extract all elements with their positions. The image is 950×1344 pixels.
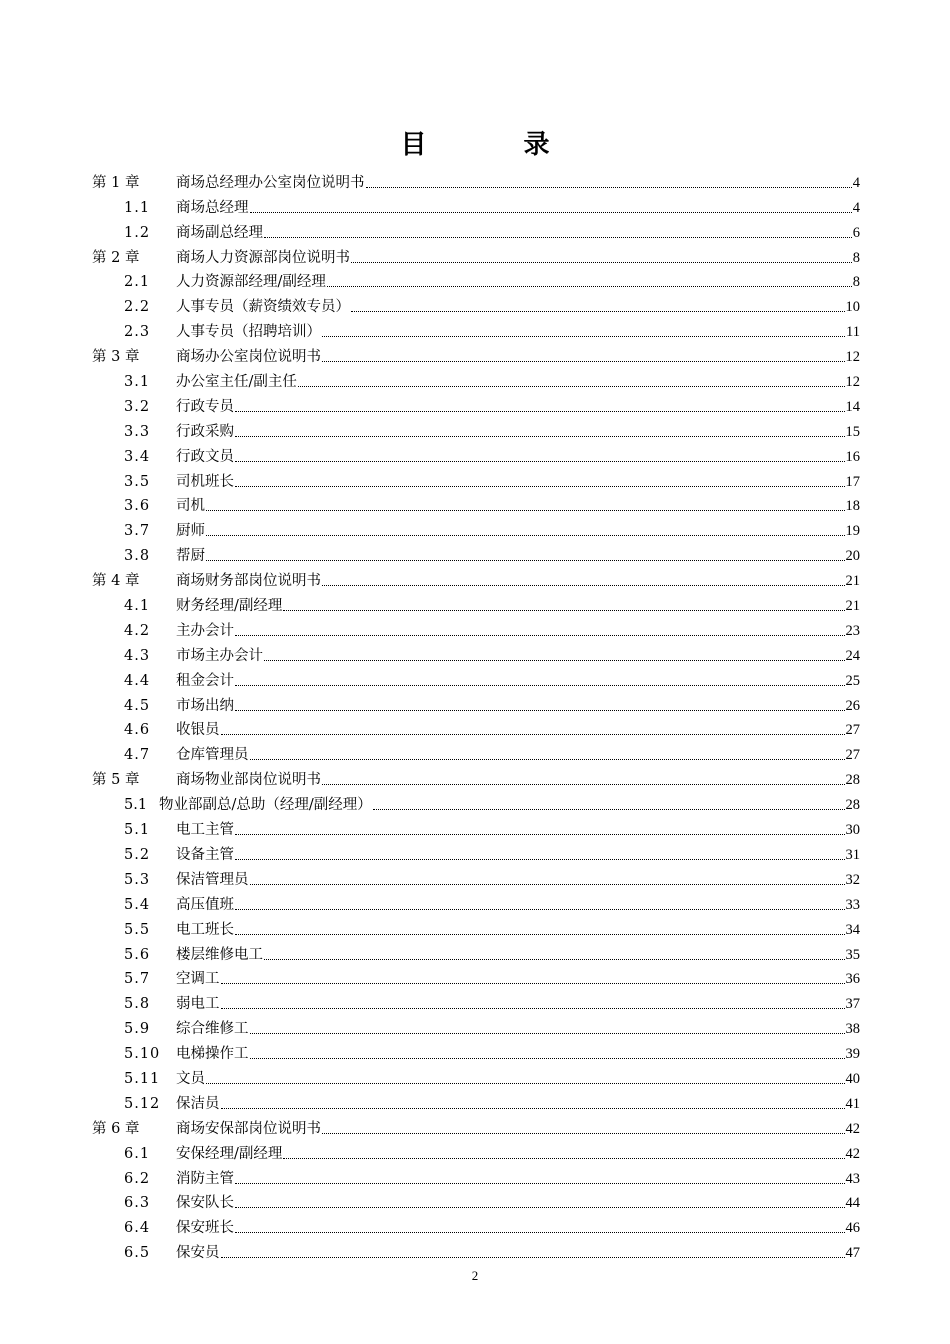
toc-entry-page: 28	[845, 772, 860, 789]
toc-entry-title: 保洁管理员	[176, 871, 249, 888]
dot-leader	[322, 361, 845, 362]
toc-entry-title: 商场安保部岗位说明书	[176, 1120, 321, 1137]
toc-entry-page: 40	[845, 1070, 860, 1087]
dot-leader	[322, 336, 845, 337]
toc-chapter-entry[interactable]	[0, 565, 950, 590]
toc-section-entry[interactable]	[0, 889, 950, 914]
toc-entry-page: 8	[852, 249, 860, 266]
toc-entry-page: 32	[845, 871, 860, 888]
toc-section-entry[interactable]	[0, 964, 950, 989]
toc-entry-title: 人力资源部经理/副经理	[176, 274, 326, 291]
toc-entry-number: 4.1	[124, 598, 151, 615]
toc-entry-page: 44	[845, 1195, 860, 1212]
toc-entry-number: 第 6 章	[92, 1120, 140, 1137]
toc-entry-title: 商场总经理	[176, 199, 249, 216]
toc-entry-number: 5.9	[124, 1021, 151, 1038]
toc-entry-page: 21	[845, 598, 860, 615]
toc-section-entry[interactable]	[0, 441, 950, 466]
toc-section-entry[interactable]	[0, 864, 950, 889]
toc-entry-number: 6.1	[124, 1145, 151, 1162]
toc-entry-number: 3.6	[124, 498, 151, 515]
toc-entry-number: 第 2 章	[92, 249, 140, 266]
dot-leader	[235, 486, 845, 487]
toc-entry-number: 5.11	[124, 1070, 161, 1087]
toc-entry-title: 文员	[176, 1070, 205, 1087]
toc-entry-title: 人事专员（招聘培训）	[176, 324, 321, 341]
toc-entry-title: 帮厨	[176, 548, 205, 565]
dot-leader	[235, 461, 845, 462]
dot-leader	[283, 1158, 844, 1159]
toc-section-entry[interactable]	[0, 267, 950, 292]
toc-entry-page: 27	[845, 722, 860, 739]
toc-section-entry[interactable]	[0, 1188, 950, 1213]
toc-list	[0, 167, 950, 1262]
toc-section-entry[interactable]	[0, 1237, 950, 1262]
dot-leader	[283, 610, 844, 611]
toc-entry-number: 3.5	[124, 473, 151, 490]
toc-entry-title: 司机班长	[176, 473, 234, 490]
toc-entry-title: 人事专员（薪资绩效专员）	[176, 299, 350, 316]
toc-entry-number: 第 4 章	[92, 573, 140, 590]
toc-entry-page: 30	[845, 822, 860, 839]
toc-entry-number: 第 1 章	[92, 174, 140, 191]
toc-section-entry[interactable]	[0, 491, 950, 516]
toc-section-entry[interactable]	[0, 988, 950, 1013]
toc-section-entry[interactable]	[0, 366, 950, 391]
toc-section-entry[interactable]	[0, 217, 950, 242]
toc-section-entry[interactable]	[0, 540, 950, 565]
toc-entry-title: 租金会计	[176, 672, 234, 689]
toc-chapter-entry[interactable]	[0, 242, 950, 267]
toc-entry-title: 弱电工	[176, 996, 220, 1013]
toc-entry-page: 33	[845, 896, 860, 913]
toc-section-entry[interactable]	[0, 291, 950, 316]
toc-entry-page: 20	[845, 548, 860, 565]
toc-section-entry[interactable]	[0, 665, 950, 690]
dot-leader	[322, 784, 845, 785]
toc-section-entry[interactable]	[0, 316, 950, 341]
toc-entry-page: 41	[845, 1095, 860, 1112]
toc-entry-title: 商场物业部岗位说明书	[176, 772, 321, 789]
toc-entry-title: 司机	[176, 498, 205, 515]
toc-section-entry[interactable]	[0, 1013, 950, 1038]
toc-entry-number: 6.5	[124, 1245, 151, 1262]
dot-leader	[235, 1232, 845, 1233]
toc-entry-page: 8	[852, 274, 860, 291]
toc-entry-title: 高压值班	[176, 896, 234, 913]
toc-entry-number: 3.2	[124, 398, 151, 415]
toc-entry-number: 3.1	[124, 374, 151, 391]
toc-entry-page: 10	[845, 299, 860, 316]
toc-chapter-entry[interactable]	[0, 167, 950, 192]
toc-entry-title: 商场财务部岗位说明书	[176, 573, 321, 590]
dot-leader	[351, 311, 845, 312]
toc-title: 目 录	[400, 130, 594, 160]
dot-leader	[322, 585, 845, 586]
toc-entry-number: 5.4	[124, 896, 151, 913]
toc-entry-page: 17	[845, 473, 860, 490]
dot-leader	[250, 1033, 845, 1034]
toc-entry-number: 5.7	[124, 971, 151, 988]
toc-entry-title: 电工班长	[176, 921, 234, 938]
toc-entry-number: 4.5	[124, 697, 151, 714]
toc-entry-page: 31	[845, 846, 860, 863]
toc-chapter-entry[interactable]	[0, 341, 950, 366]
toc-entry-page: 37	[845, 996, 860, 1013]
toc-entry-page: 4	[852, 174, 860, 191]
toc-entry-number: 3.7	[124, 523, 151, 540]
toc-entry-page: 16	[845, 448, 860, 465]
toc-section-entry[interactable]	[0, 1138, 950, 1163]
toc-entry-page: 43	[845, 1170, 860, 1187]
toc-entry-title: 厨师	[176, 523, 205, 540]
toc-entry-number: 3.8	[124, 548, 151, 565]
toc-entry-page: 35	[845, 946, 860, 963]
toc-entry-page: 24	[845, 647, 860, 664]
toc-entry-page: 42	[845, 1120, 860, 1137]
toc-entry-page: 38	[845, 1021, 860, 1038]
toc-entry-number: 2.1	[124, 274, 151, 291]
toc-entry-title: 综合维修工	[176, 1021, 249, 1038]
toc-entry-number: 5.5	[124, 921, 151, 938]
toc-entry-page: 23	[845, 622, 860, 639]
toc-section-entry[interactable]	[0, 466, 950, 491]
toc-entry-page: 47	[845, 1245, 860, 1262]
toc-entry-page: 36	[845, 971, 860, 988]
toc-entry-title: 行政采购	[176, 423, 234, 440]
toc-entry-title: 消防主管	[176, 1170, 234, 1187]
toc-entry-page: 27	[845, 747, 860, 764]
toc-entry-number: 1.2	[124, 224, 151, 241]
toc-entry-number: 4.3	[124, 647, 151, 664]
toc-entry-number: 5.8	[124, 996, 151, 1013]
dot-leader	[235, 1183, 845, 1184]
toc-entry-number: 6.2	[124, 1170, 151, 1187]
dot-leader	[221, 734, 845, 735]
toc-section-entry[interactable]	[0, 914, 950, 939]
toc-entry-title: 市场主办会计	[176, 647, 263, 664]
toc-entry-number: 第 5 章	[92, 772, 140, 789]
toc-section-entry[interactable]	[0, 939, 950, 964]
toc-entry-page: 12	[845, 374, 860, 391]
toc-section-entry[interactable]	[0, 416, 950, 441]
toc-section-entry[interactable]	[0, 192, 950, 217]
toc-chapter-entry[interactable]	[0, 764, 950, 789]
toc-section-entry[interactable]	[0, 1212, 950, 1237]
toc-entry-page: 12	[845, 349, 860, 366]
dot-leader	[322, 1133, 845, 1134]
toc-entry-page: 6	[852, 224, 860, 241]
toc-entry-number: 5.1	[124, 797, 148, 814]
toc-entry-page: 11	[846, 324, 860, 341]
toc-section-entry[interactable]	[0, 515, 950, 540]
toc-section-entry[interactable]	[0, 640, 950, 665]
toc-entry-title: 商场人力资源部岗位说明书	[176, 249, 350, 266]
toc-section-entry[interactable]	[0, 1038, 950, 1063]
toc-entry-number: 4.6	[124, 722, 151, 739]
dot-leader	[264, 237, 852, 238]
dot-leader	[298, 386, 845, 387]
toc-entry-title: 空调工	[176, 971, 220, 988]
toc-section-entry[interactable]	[0, 789, 950, 814]
toc-section-entry[interactable]	[0, 1088, 950, 1113]
toc-entry-page: 25	[845, 672, 860, 689]
toc-entry-page: 46	[845, 1220, 860, 1237]
toc-entry-title: 商场办公室岗位说明书	[176, 349, 321, 366]
toc-entry-number: 1.1	[124, 199, 151, 216]
toc-entry-title: 楼层维修电工	[176, 946, 263, 963]
toc-entry-page: 34	[845, 921, 860, 938]
dot-leader	[250, 759, 845, 760]
toc-entry-title: 保安班长	[176, 1220, 234, 1237]
toc-entry-title: 财务经理/副经理	[176, 598, 283, 615]
dot-leader	[235, 685, 845, 686]
toc-entry-page: 19	[845, 523, 860, 540]
toc-entry-title: 商场副总经理	[176, 224, 263, 241]
toc-section-entry[interactable]	[0, 615, 950, 640]
toc-section-entry[interactable]	[0, 839, 950, 864]
toc-entry-page: 4	[852, 199, 860, 216]
toc-entry-title: 安保经理/副经理	[176, 1145, 283, 1162]
toc-entry-page: 15	[845, 423, 860, 440]
toc-section-entry[interactable]	[0, 391, 950, 416]
dot-leader	[235, 436, 845, 437]
dot-leader	[206, 1083, 845, 1084]
toc-entry-title: 电工主管	[176, 822, 234, 839]
toc-section-entry[interactable]	[0, 739, 950, 764]
toc-entry-title: 设备主管	[176, 846, 234, 863]
dot-leader	[250, 884, 845, 885]
toc-entry-page: 18	[845, 498, 860, 515]
dot-leader	[235, 934, 845, 935]
toc-entry-page: 21	[845, 573, 860, 590]
toc-entry-number: 4.2	[124, 622, 151, 639]
toc-entry-number: 2.2	[124, 299, 151, 316]
toc-section-entry[interactable]	[0, 814, 950, 839]
dot-leader	[235, 859, 845, 860]
toc-entry-page: 26	[845, 697, 860, 714]
dot-leader	[264, 660, 845, 661]
toc-entry-title: 保安队长	[176, 1195, 234, 1212]
dot-leader	[373, 809, 845, 810]
toc-entry-number: 4.7	[124, 747, 151, 764]
dot-leader	[235, 710, 845, 711]
toc-section-entry[interactable]	[0, 690, 950, 715]
toc-entry-number: 5.1	[124, 822, 151, 839]
toc-entry-title: 办公室主任/副主任	[176, 374, 297, 391]
toc-entry-number: 6.4	[124, 1220, 151, 1237]
dot-leader	[206, 560, 845, 561]
dot-leader	[264, 959, 845, 960]
toc-section-entry[interactable]	[0, 715, 950, 740]
toc-section-entry[interactable]	[0, 1063, 950, 1088]
toc-entry-number: 5.3	[124, 871, 151, 888]
toc-entry-number: 6.3	[124, 1195, 151, 1212]
toc-entry-page: 42	[845, 1145, 860, 1162]
dot-leader	[235, 1207, 845, 1208]
toc-entry-title: 仓库管理员	[176, 747, 249, 764]
toc-entry-title: 电梯操作工	[176, 1046, 249, 1063]
dot-leader	[366, 187, 852, 188]
dot-leader	[351, 262, 852, 263]
dot-leader	[250, 1058, 845, 1059]
dot-leader	[235, 909, 845, 910]
toc-entry-number: 3.3	[124, 423, 151, 440]
toc-entry-title: 保洁员	[176, 1095, 220, 1112]
toc-entry-title: 物业部副总/总助（经理/副经理）	[159, 797, 372, 814]
dot-leader	[327, 286, 852, 287]
toc-entry-title: 行政文员	[176, 448, 234, 465]
toc-section-entry[interactable]	[0, 590, 950, 615]
toc-entry-page: 14	[845, 398, 860, 415]
toc-entry-number: 5.10	[124, 1046, 161, 1063]
toc-entry-page: 28	[845, 797, 860, 814]
dot-leader	[250, 212, 852, 213]
dot-leader	[221, 1257, 845, 1258]
toc-entry-title: 收银员	[176, 722, 220, 739]
dot-leader	[206, 535, 845, 536]
toc-entry-title: 保安员	[176, 1245, 220, 1262]
toc-chapter-entry[interactable]	[0, 1113, 950, 1138]
dot-leader	[235, 411, 845, 412]
toc-entry-title: 商场总经理办公室岗位说明书	[176, 174, 365, 191]
toc-entry-number: 5.2	[124, 846, 151, 863]
toc-entry-title: 市场出纳	[176, 697, 234, 714]
toc-entry-number: 5.12	[124, 1095, 161, 1112]
dot-leader	[206, 510, 845, 511]
dot-leader	[235, 834, 845, 835]
dot-leader	[221, 1108, 845, 1109]
toc-entry-number: 3.4	[124, 448, 151, 465]
toc-entry-title: 主办会计	[176, 622, 234, 639]
toc-entry-number: 4.4	[124, 672, 151, 689]
toc-entry-title: 行政专员	[176, 398, 234, 415]
dot-leader	[221, 983, 845, 984]
toc-section-entry[interactable]	[0, 1163, 950, 1188]
page-number: 2	[471, 1268, 479, 1283]
dot-leader	[221, 1008, 845, 1009]
toc-entry-page: 39	[845, 1046, 860, 1063]
toc-entry-number: 2.3	[124, 324, 151, 341]
toc-entry-number: 5.6	[124, 946, 151, 963]
dot-leader	[235, 635, 845, 636]
toc-entry-number: 第 3 章	[92, 349, 140, 366]
